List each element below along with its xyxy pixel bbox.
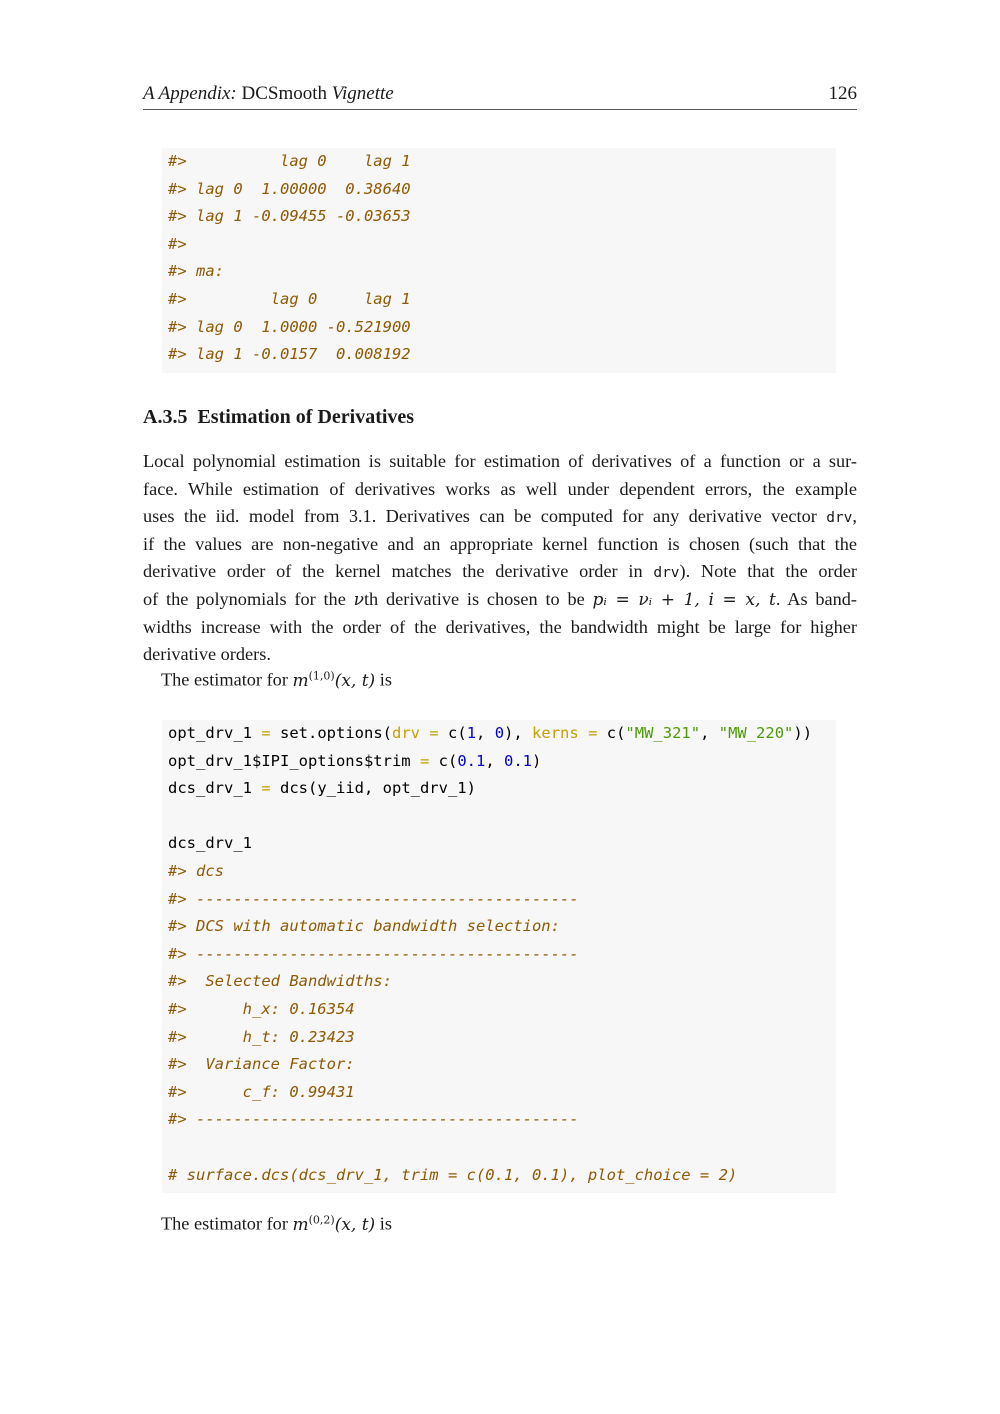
code-line: dcs_drv_1 — [168, 834, 252, 853]
paragraph-text: derivative order of the kernel matches the derivative order in — [143, 561, 643, 582]
paragraph-text: th derivative is chosen to be — [363, 588, 585, 609]
math-nu: ν — [353, 589, 364, 610]
estimator-text: The estimator for — [161, 1213, 288, 1234]
code-line: #> — [168, 234, 187, 253]
paragraph-text: uses the iid. model from 3.1. Derivatives can be computed for any derivative vector — [143, 506, 817, 527]
code-line: #> lag 0 1.0000 -0.521900 — [168, 317, 411, 336]
paragraph-text: , — [852, 506, 857, 527]
code-output-line: #> ----------------------------------------- — [168, 1110, 579, 1129]
math-superscript: (0,2) — [308, 1213, 335, 1226]
estimator-line-2 — [161, 1213, 392, 1235]
code-block-output-1 — [162, 148, 836, 373]
paragraph-line — [143, 503, 857, 531]
code-line: #> lag 0 1.00000 0.38640 — [168, 179, 411, 198]
code-output-line: #> h_t: 0.23423 — [168, 1027, 355, 1046]
code-line: #> lag 0 lag 1 — [168, 289, 411, 308]
paragraph-line — [143, 558, 857, 586]
code-output-line: #> Variance Factor: — [168, 1055, 355, 1074]
code-output-line: #> ----------------------------------------- — [168, 944, 579, 963]
estimator-text: is — [379, 1213, 392, 1234]
code-line: #> ma: — [168, 262, 224, 281]
math-superscript: (1,0) — [308, 669, 335, 682]
code-output-line: #> c_f: 0.99431 — [168, 1082, 355, 1101]
code-output-line: #> dcs — [168, 861, 224, 880]
math-expression: pᵢ = νᵢ + 1, i = x, t — [592, 589, 776, 610]
paragraph-line: face. While estimation of derivatives works as well under dependent errors, the example — [143, 478, 857, 499]
paragraph-text: ). Note that the order — [679, 561, 857, 582]
paragraph-text: . As band- — [775, 588, 857, 609]
paragraph-line — [143, 586, 857, 614]
code-line: opt_drv_1$IPI_options$trim = c(0.1, 0.1) — [168, 751, 542, 770]
math-m: m — [292, 1214, 309, 1235]
code-line-blank — [162, 1134, 836, 1162]
estimator-math — [293, 671, 376, 691]
paragraph-line: derivative orders. — [143, 644, 271, 665]
paragraph-text: of the polynomials for the — [143, 588, 346, 609]
inline-code: drv — [653, 565, 680, 582]
header-title — [143, 83, 394, 105]
section-title: Estimation of Derivatives — [197, 406, 415, 428]
page-header — [143, 80, 857, 110]
code-line: dcs_drv_1 = dcs(y_iid, opt_drv_1) — [168, 779, 476, 798]
body-paragraph — [143, 448, 857, 669]
math-args: (x, t) — [334, 1214, 376, 1235]
code-line-blank — [162, 803, 836, 831]
code-output-line: #> ----------------------------------------- — [168, 889, 579, 908]
code-line: #> lag 1 -0.09455 -0.03653 — [168, 207, 411, 226]
code-comment-line: # surface.dcs(dcs_drv_1, trim = c(0.1, 0.1), plot_choice = 2) — [168, 1165, 738, 1184]
page-number: 126 — [828, 83, 857, 104]
paragraph-line: Local polynomial estimation is suitable for estimation of derivatives of a function or a sur- — [143, 451, 857, 471]
estimator-text: The estimator for — [161, 669, 288, 690]
math-m: m — [292, 670, 309, 691]
paragraph-line: widths increase with the order of the derivatives, the bandwidth might be large for higher — [143, 616, 857, 637]
code-line: opt_drv_1 = set.options(drv = c(1, 0), kerns = c("MW_321", "MW_220")) — [168, 724, 813, 742]
estimator-math — [293, 1215, 376, 1235]
header-title-name: DCSmooth — [241, 83, 328, 104]
code-output-line: #> h_x: 0.16354 — [168, 999, 355, 1018]
code-output-line: #> Selected Bandwidths: — [168, 972, 392, 991]
section-heading — [143, 406, 414, 429]
math-args: (x, t) — [334, 670, 376, 691]
code-output-line: #> DCS with automatic bandwidth selection: — [168, 917, 560, 936]
code-block-2 — [162, 720, 836, 1193]
code-line: #> lag 0 lag 1 — [168, 152, 411, 170]
header-title-prefix: A Appendix: — [143, 83, 237, 104]
paragraph-line: if the values are non-negative and an appropriate kernel function is chosen (such that the — [143, 533, 857, 554]
section-number: A.3.5 — [143, 406, 188, 428]
estimator-text: is — [379, 669, 392, 690]
estimator-line-1 — [161, 669, 392, 691]
header-title-suffix: Vignette — [331, 83, 394, 104]
code-line: #> lag 1 -0.0157 0.008192 — [168, 345, 411, 364]
inline-code: drv — [826, 510, 853, 527]
